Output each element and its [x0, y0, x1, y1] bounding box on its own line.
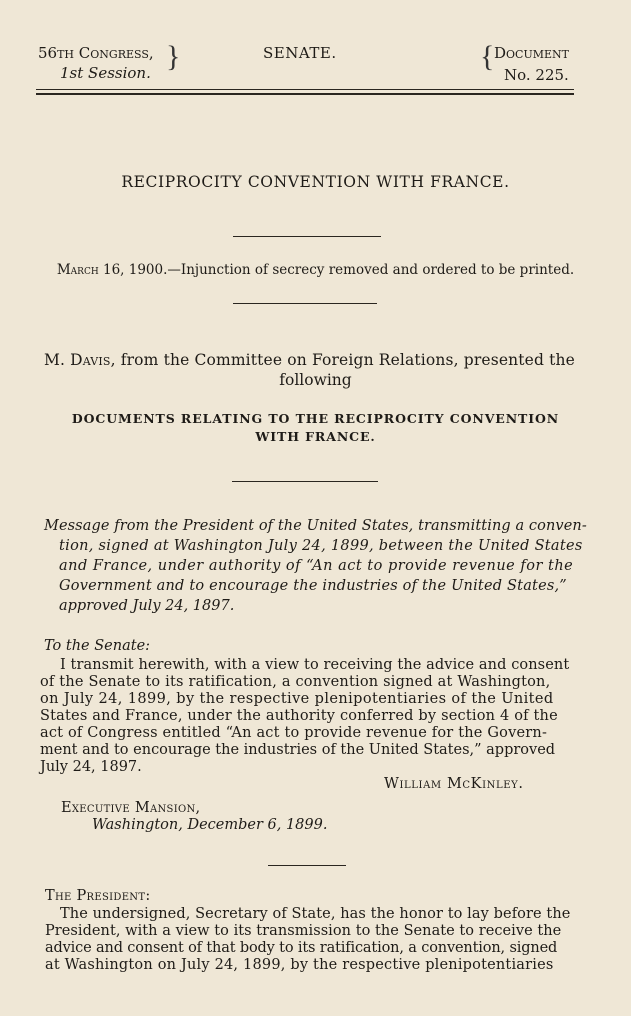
message-line-1: Message from the President of the United States, transmitting a conven-: [44, 518, 587, 534]
letter-place-date: Washington, December 6, 1899.: [92, 817, 328, 833]
session-label: 1st Session.: [60, 64, 151, 82]
report-line-3: advice and consent of that body to its ratification, a convention, signed: [45, 940, 558, 956]
letter-rule: [268, 865, 346, 866]
message-line-5: approved July 24, 1897.: [59, 598, 235, 614]
letter-line-6: ment and to encourage the industries of the United States,” approved: [40, 742, 556, 758]
header-rule-bottom: [36, 93, 574, 95]
presenter-line-2: following: [279, 371, 352, 389]
document-label: Document: [494, 44, 569, 62]
letter-line-4: States and France, under the authority conferred by section 4 of the: [40, 708, 558, 724]
header-rule-top: [36, 89, 574, 90]
letter-salutation: To the Senate:: [44, 638, 151, 654]
chamber-label: SENATE.: [263, 44, 337, 62]
report-line-4: at Washington on July 24, 1899, by the respective plenipotentiaries: [45, 957, 554, 973]
report-salutation: The President:: [45, 888, 151, 904]
presenter-text: from the Committee on Foreign Relations, presented the: [115, 351, 575, 369]
letter-place: Executive Mansion,: [61, 800, 201, 816]
dateline-month: March: [56, 262, 99, 278]
report-line-1: The undersigned, Secretary of State, has the honor to lay before the: [60, 906, 571, 922]
dateline: [0, 262, 631, 278]
presenter-line-1: [44, 351, 575, 369]
presenter-name: M. Davis,: [44, 351, 116, 369]
dateline-text: 16, 1900.—Injunction of secrecy removed and ordered to be printed.: [98, 262, 575, 278]
message-line-2: tion, signed at Washington July 24, 1899, between the United States: [59, 538, 583, 554]
letter-line-1: I transmit herewith, with a view to receiving the advice and consent: [60, 657, 570, 673]
documents-heading-line-1: DOCUMENTS RELATING TO THE RECIPROCITY CONVENTION: [71, 411, 560, 426]
congress-label: 56th Congress,: [38, 44, 154, 62]
document-title: RECIPROCITY CONVENTION WITH FRANCE.: [121, 173, 510, 191]
letter-line-3: on July 24, 1899, by the respective plenipotentiaries of the United: [40, 691, 554, 707]
document-number: No. 225.: [504, 66, 569, 84]
dateline-rule: [233, 303, 377, 304]
heading-rule: [232, 481, 378, 482]
left-brace: }: [166, 40, 181, 73]
documents-heading-line-2: WITH FRANCE.: [255, 429, 376, 444]
letter-signature: William McKinley.: [384, 776, 524, 792]
right-brace: {: [480, 40, 495, 73]
message-line-4: Government and to encourage the industries of the United States,”: [59, 578, 567, 594]
letter-line-2: of the Senate to its ratification, a convention signed at Washington,: [40, 674, 551, 690]
title-rule: [233, 236, 381, 237]
report-line-2: President, with a view to its transmission to the Senate to receive the: [45, 923, 562, 939]
letter-line-5: act of Congress entitled “An act to provide revenue for the Govern-: [40, 725, 548, 741]
letter-line-7: July 24, 1897.: [40, 759, 142, 775]
message-line-3: and France, under authority of “An act to provide revenue for the: [59, 558, 574, 574]
